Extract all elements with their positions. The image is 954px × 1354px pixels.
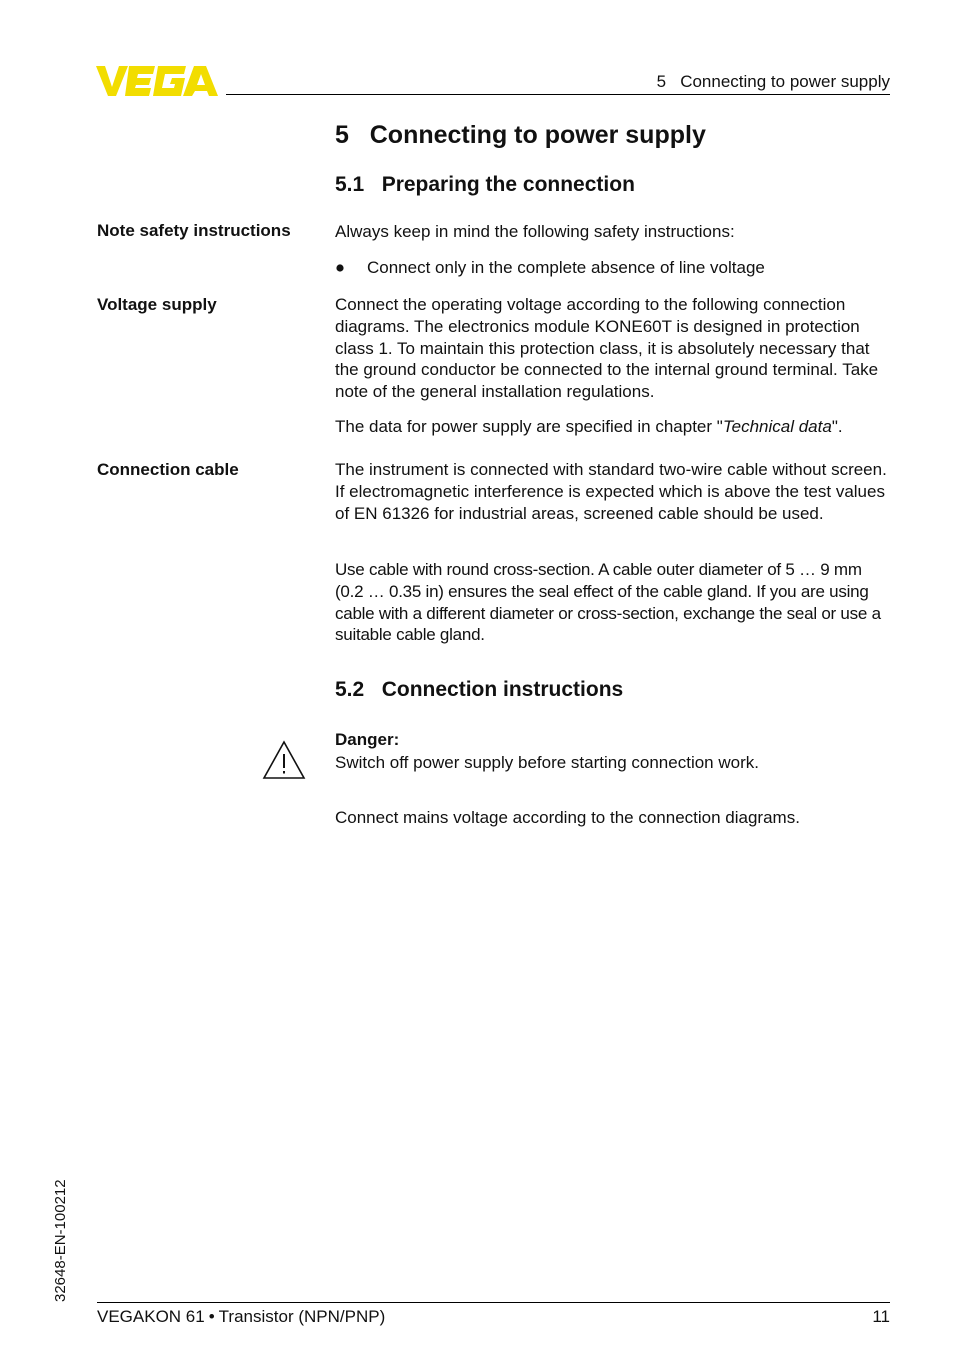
connection-cable-text-1: The instrument is connected with standard two-wire cable without screen. If electromagnetic interference is expected which is above the test values of EN 61326 for industrial areas, screened cable should be used. [335,460,887,523]
chapter-title: 5 Connecting to power supply [335,121,706,149]
side-label-connection-cable: Connection cable [97,460,239,479]
footer-separator: • [208,1307,215,1326]
footer-product [97,1307,385,1327]
power-data-text-start: The data for power supply are specified in chapter " [335,417,723,436]
connect-mains-text: Connect mains voltage according to the connection diagrams. [335,808,800,827]
power-data-text-end: ". [831,417,843,436]
danger-label: Danger: [335,730,400,749]
footer-variant: Transistor (NPN/PNP) [218,1307,386,1326]
header-section-title: 5 Connecting to power supply [656,72,890,91]
connection-cable-text-2: Use cable with round cross-section. A cable outer diameter of 5 … 9 mm (0.2 … 0.35 in) ensures the seal effect of the cable gland. If you are using cable with a different diameter or cross-section, exchange the seal or use a suitable cable gland. [335,560,881,645]
footer-rule [97,1302,890,1303]
side-label-voltage-supply: Voltage supply [97,295,217,314]
bullet-dot-icon [335,263,345,273]
safety-bullet-item: Connect only in the complete absence of line voltage [367,258,765,277]
header-rule [226,94,890,95]
document-id: 32648-EN-100212 [52,1179,69,1302]
footer-product-name: VEGAKON 61 [97,1307,205,1326]
section-heading-instructions: 5.2 Connection instructions [335,678,624,701]
section-heading-preparing: 5.1 Preparing the connection [335,173,635,196]
danger-text: Switch off power supply before starting connection work. [335,753,759,772]
side-label-note-safety: Note safety instructions [97,221,291,240]
vega-logo [96,64,220,98]
page-number: 11 [872,1307,890,1326]
note-safety-text: Always keep in mind the following safety instructions: [335,222,735,241]
technical-data-reference: Technical data [722,417,832,436]
voltage-supply-text: Connect the operating voltage according to the following connection diagrams. The electronics module KONE60T is designed in protection class 1. To maintain this protection class, it is absolutely necessary that the ground conductor be connected to the internal ground terminal. Take note of the general installation regulations. [335,295,879,402]
warning-triangle-icon [262,740,306,780]
power-data-reference [335,416,891,438]
